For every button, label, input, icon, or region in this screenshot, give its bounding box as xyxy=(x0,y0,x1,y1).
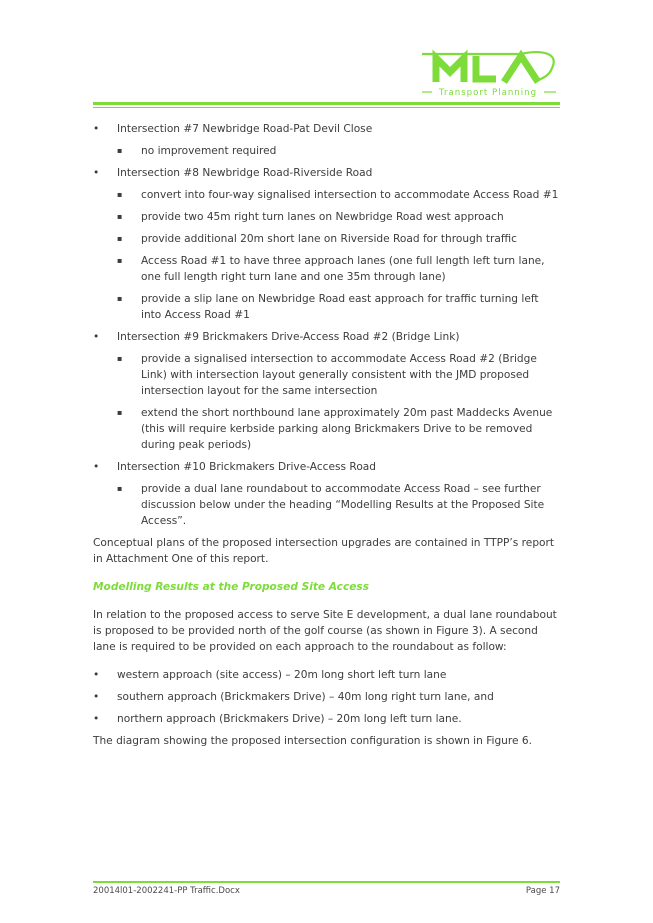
footer-rule xyxy=(93,881,560,883)
header-rule-thin xyxy=(93,107,560,108)
paragraph: In relation to the proposed access to serve Site E development, a dual lane roundabout is proposed to be provided north of the golf course (as shown in Figure 3). A second lane is required to be provided on each approach to the roundabout as follow: xyxy=(93,609,557,653)
sub-bullet-item: ▪ extend the short northbound lane approximately 20m past Maddecks Avenue (this will require kerbside parking along Brickmakers Drive to be removed during peak periods) xyxy=(93,405,561,453)
bullet-item: • Intersection #10 Brickmakers Drive-Access Road xyxy=(93,459,561,475)
sub-bullet-item: ▪ no improvement required xyxy=(93,143,561,159)
header-rule-thick xyxy=(93,102,560,105)
sub-bullet-item: ▪ provide a dual lane roundabout to accommodate Access Road – see further discussion below under the heading “Modelling Results at the Proposed Site Access”. xyxy=(93,481,561,529)
bullet-item: • western approach (site access) – 20m long short left turn lane xyxy=(93,667,561,683)
bullet-item: • southern approach (Brickmakers Drive) – 40m long right turn lane, and xyxy=(93,689,561,705)
section-heading: Modelling Results at the Proposed Site Access xyxy=(93,581,370,593)
page-footer xyxy=(93,886,560,896)
bullet-item: • Intersection #8 Newbridge Road-Riverside Road xyxy=(93,165,561,181)
bullet-item: • Intersection #7 Newbridge Road-Pat Devil Close xyxy=(93,121,561,137)
mla-logo xyxy=(420,46,560,102)
sub-bullet-item: ▪ convert into four-way signalised intersection to accommodate Access Road #1 xyxy=(93,187,561,203)
bullet-item: • Intersection #9 Brickmakers Drive-Access Road #2 (Bridge Link) xyxy=(93,329,561,345)
paragraph: The diagram showing the proposed intersection configuration is shown in Figure 6. xyxy=(93,735,533,747)
sub-bullet-item: ▪ Access Road #1 to have three approach lanes (one full length left turn lane, one full length right turn lane and one 35m through lane) xyxy=(93,253,561,285)
document-body xyxy=(93,121,561,761)
bullet-item: • northern approach (Brickmakers Drive) – 20m long left turn lane. xyxy=(93,711,561,727)
document-reference: 20014l01-2002241-PP Traffic.Docx xyxy=(93,886,240,896)
sub-bullet-item: ▪ provide a signalised intersection to accommodate Access Road #2 (Bridge Link) with intersection layout generally consistent with the JMD proposed intersection layout for the same intersection xyxy=(93,351,561,399)
page-number: Page 17 xyxy=(525,886,560,896)
paragraph: Conceptual plans of the proposed intersection upgrades are contained in TTPP’s report in Attachment One of this report. xyxy=(93,537,555,565)
sub-bullet-item: ▪ provide two 45m right turn lanes on Newbridge Road west approach xyxy=(93,209,561,225)
sub-bullet-item: ▪ provide additional 20m short lane on Riverside Road for through traffic xyxy=(93,231,561,247)
sub-bullet-item: ▪ provide a slip lane on Newbridge Road east approach for traffic turning left into Access Road #1 xyxy=(93,291,561,323)
logo-tagline: Transport Planning xyxy=(438,88,538,98)
